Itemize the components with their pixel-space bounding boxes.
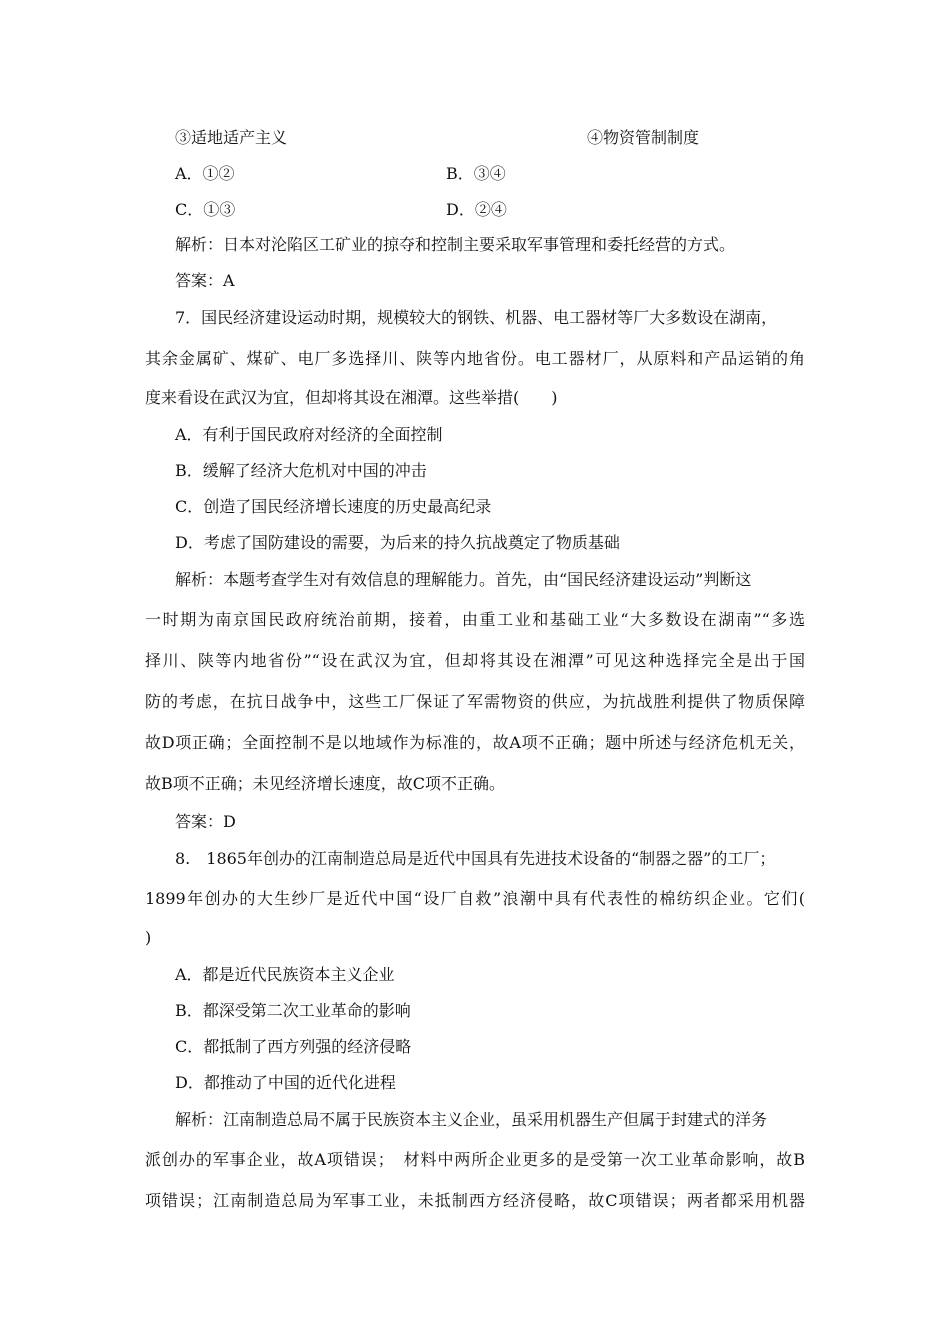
q7-analysis-line3: 择川、陕等内地省份”“设在武汉为宜，但却将其设在湘潭”可见这种选择完全是出于国: [145, 651, 805, 670]
q7-answer: 答案：D: [175, 812, 236, 831]
q7-analysis-line1: 解析：本题考查学生对有效信息的理解能力。首先，由“国民经济建设运动”判断这: [175, 570, 752, 589]
q6-choice-c: C．①③: [175, 200, 236, 219]
q8-stem-line2: 1899年创办的大生纱厂是近代中国“设厂自救”浪潮中具有代表性的棉纺织企业。它们(: [145, 889, 805, 908]
q7-choice-a: A．有利于国民政府对经济的全面控制: [175, 425, 443, 444]
q8-choice-a: A．都是近代民族资本主义企业: [175, 965, 395, 984]
q7-analysis-line2: 一时期为南京国民政府统治前期，接着，由重工业和基础工业“大多数设在湖南”“多选: [145, 610, 805, 629]
q7-stem-line2: 其余金属矿、煤矿、电厂多选择川、陕等内地省份。电工器材厂，从原料和产品运销的角: [145, 349, 805, 368]
q7-stem-line3: 度来看设在武汉为宜，但却将其设在湘潭。这些举措( ): [145, 388, 558, 407]
q8-choice-b: B．都深受第二次工业革命的影响: [175, 1001, 411, 1020]
q8-choice-d: D．都推动了中国的近代化进程: [175, 1073, 396, 1092]
q6-answer: 答案：A: [175, 271, 235, 290]
q6-options-row1: [175, 128, 700, 148]
q6-analysis: 解析：日本对沦陷区工矿业的掠夺和控制主要采取军事管理和委托经营的方式。: [175, 235, 736, 254]
q7-choice-d: D．考虑了国防建设的需要，为后来的持久抗战奠定了物质基础: [175, 533, 620, 552]
q7-choice-c: C．创造了国民经济增长速度的历史最高纪录: [175, 497, 492, 516]
q6-choice-d: D．②④: [446, 200, 507, 219]
q7-analysis-line6: 故B项不正确；未见经济增长速度，故C项不正确。: [145, 774, 506, 793]
q7-choice-b: B．缓解了经济大危机对中国的冲击: [175, 461, 427, 480]
q6-choice-a: A．①②: [175, 164, 235, 183]
q6-choice-b: B．③④: [446, 164, 506, 183]
q6-choices-row1: [175, 164, 506, 184]
q7-stem-line1: 7．国民经济建设运动时期，规模较大的钢铁、机器、电工器材等厂大多数设在湖南，: [175, 308, 778, 327]
q7-analysis-line5: 故D项正确；全面控制不是以地域作为标准的，故A项不正确；题中所述与经济危机无关，: [145, 733, 805, 752]
q8-analysis-line3: 项错误；江南制造总局为军事工业，未抵制西方经济侵略，故C项错误；两者都采用机器: [145, 1191, 805, 1210]
q6-choices-row2: [175, 200, 507, 220]
q8-analysis-line1: 解析：江南制造总局不属于民族资本主义企业，虽采用机器生产但属于封建式的洋务: [175, 1110, 768, 1129]
q8-analysis-line2: 派创办的军事企业，故A项错误； 材料中两所企业更多的是受第一次工业革命影响，故B: [145, 1150, 805, 1169]
q6-option-4: ④物资管制制度: [587, 128, 700, 147]
q6-option-3: ③适地适产主义: [175, 128, 288, 147]
q8-stem-line1: 8. 1865年创办的江南制造总局是近代中国具有先进技术设备的“制器之器”的工厂；: [175, 849, 776, 868]
q8-stem-line3: ): [145, 928, 152, 947]
q7-analysis-line4: 防的考虑，在抗日战争中，这些工厂保证了军需物资的供应，为抗战胜利提供了物质保障: [145, 692, 805, 711]
q8-choice-c: C．都抵制了西方列强的经济侵略: [175, 1037, 412, 1056]
